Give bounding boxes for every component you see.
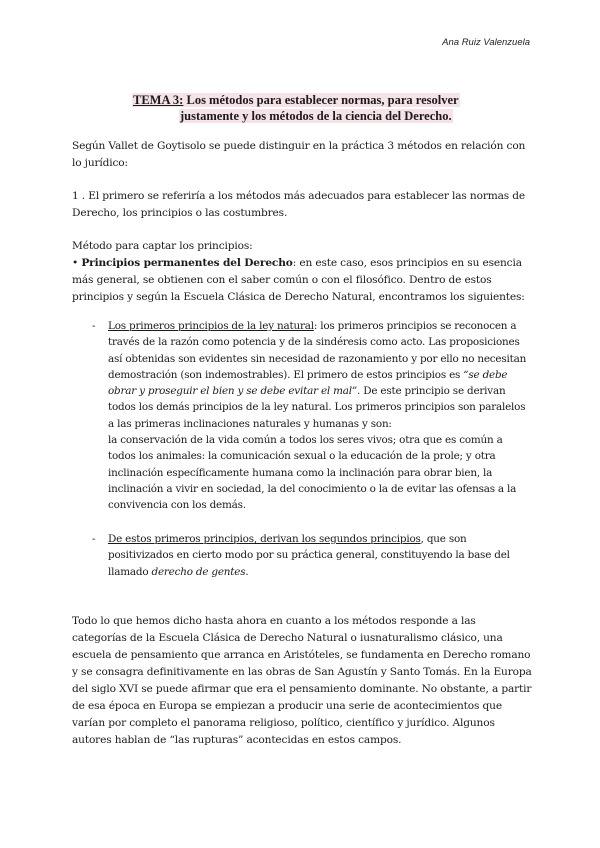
principles-paragraph [72,255,532,306]
list-item-heading: De estos primeros principios, derivan los segundos principios [108,533,421,545]
list-item-italic-term: derecho de gentes [151,565,246,578]
bullet-icon: • [72,257,79,269]
principles-section [72,238,532,306]
list-item-text: : los primeros principios se reconocen a través de la razón como potencia y de la sindéresis como acto. Las proposiciones así obtenidas son evidentes sin necesidad de razonamiento y por ello no necesitan demostración (son indemostrables). El primero de estos principios es [108,320,527,381]
title-text-1: Los métodos para establecer normas, para resolver [183,93,459,107]
list-item [92,318,532,514]
title-line-2: justamente y los métodos de la ciencia del Derecho. [180,109,452,123]
intro-paragraph: Según Vallet de Goytisolo se puede distinguir en la práctica 3 métodos en relación con lo jurídico: [72,140,526,169]
list-item [92,531,532,580]
method-heading: Método para captar los principios: [72,240,253,252]
dash-marker: - [92,533,96,545]
list-item-heading: Los primeros principios de la ley natural [108,320,314,332]
principles-text: : en este caso, esos principios en su esencia más general, se obtienen con el saber común o con el filosófico. Dentro de estos principios y según la Escuela Clásica de Derecho Natural, encontramos los siguientes: [72,257,525,303]
list-item-text: . [245,565,249,578]
title-line-1 [132,93,460,107]
author-name: Ana Ruiz Valenzuela [442,37,530,48]
page-title [132,92,492,124]
closing-paragraph: Todo lo que hemos dicho hasta ahora en cuanto a los métodos responde a las categorías de la Escuela Clásica de Derecho Natural o iusnaturalismo clásico, una escuela de pensamiento que arranca en Aristóteles, se fundamenta en Derecho romano y se consagra definitivamente en las obras de San Agustín y Santo Tomás. En la Europa del siglo XVI se puede afirmar que era el pensamiento dominante. No obstante, a partir de esa época en Europa se empiezan a producir una serie de acontecimientos que varían por completo el panorama religioso, político, científico y jurídico. Algunos autores hablan de “las rupturas” acontecidas en estos campos. [72,615,532,746]
topic-label: TEMA 3: [133,93,184,107]
list-item-text: . De este principio se derivan todos los demás principios de la ley natural. Los primeros principios son paralelos a las primeras inclinaciones naturales y humanas y son: [108,385,526,430]
dash-marker: - [92,320,96,332]
list-item-text: la conservación de la vida común a todos los seres vivos; otra que es común a todos los animales: la comunicación sexual o la educación de la prole; y otra inclinación específicamente humana como la inclinación para obrar bien, la inclinación a vivir en sociedad, la del conocimiento o la de evitar las ofensas a la convivencia con los demás. [108,434,517,512]
principles-term: Principios permanentes del Derecho [81,257,293,269]
list-item-text: , que son positivizados en cierto modo por su práctica general, constituyendo la base del llamado [108,533,510,578]
list-item-quote: “se debe obrar y proseguir el bien y se debe evitar el mal” [108,368,508,398]
point-1-paragraph: 1 . El primero se referiría a los métodos más adecuados para establecer las normas de Derecho, los principios o las costumbres. [72,190,526,219]
